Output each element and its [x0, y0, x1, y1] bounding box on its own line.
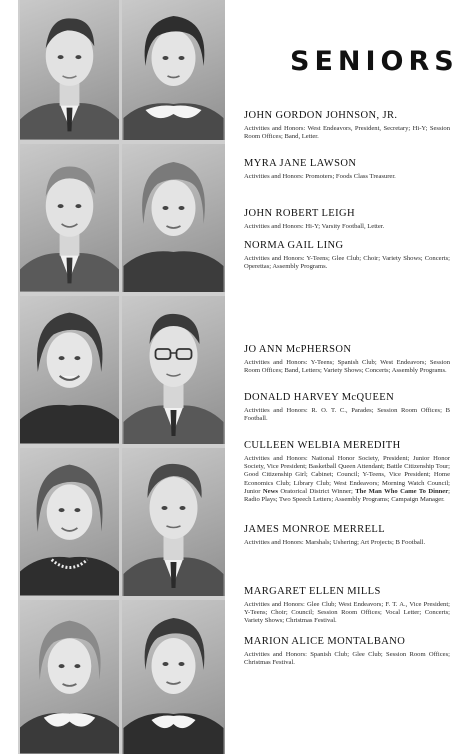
senior-entry	[244, 392, 450, 423]
portrait-girl-white-collar	[20, 600, 119, 754]
senior-entry	[244, 110, 450, 141]
senior-honors: Activities and Honors: R. O. T. C., Parades; Session Room Offices; B Football.	[244, 407, 450, 423]
senior-name: JOHN ROBERT LEIGH	[244, 208, 355, 219]
portrait-boy-glasses	[122, 296, 225, 444]
senior-honors: Activities and Honors: West Endeavors, President, Secretary; Hi-Y; Session Room Offices; Band, Letter.	[244, 125, 450, 141]
senior-name: CULLEEN WELBIA MEREDITH	[244, 440, 401, 451]
senior-honors: Activities and Honors: Promoters; Foods Class Treasurer.	[244, 173, 396, 180]
portrait-boy-suit	[20, 0, 119, 140]
senior-honors: Activities and Honors: Y-Teens; Glee Club; Choir; Variety Shows; Concerts; Operettas; Assembly Programs.	[244, 255, 450, 271]
senior-name: JO ANN McPHERSON	[244, 344, 352, 355]
senior-name: NORMA GAIL LING	[244, 240, 344, 251]
portrait-photo	[122, 144, 225, 292]
senior-name: JAMES MONROE MERRELL	[244, 524, 386, 535]
senior-honors	[244, 455, 450, 504]
honors-text: Oratorical District Winner;	[280, 487, 353, 495]
page-title: SENIORS	[290, 46, 459, 77]
honors-bold-text: The Man Who Came To Dinner	[355, 487, 449, 495]
portrait-girl-dark-sweater	[122, 144, 225, 292]
senior-entry	[244, 240, 450, 271]
portrait-photo	[122, 296, 225, 444]
senior-entry	[244, 208, 450, 231]
portrait-boy-suit	[20, 144, 119, 292]
senior-name: DONALD HARVEY McQUEEN	[244, 392, 395, 403]
honors-bold-text: News	[262, 487, 278, 495]
portrait-photo-grid	[18, 0, 225, 754]
senior-honors: Activities and Honors: Glee Club; West Endeavors; F. T. A., Vice President; Y-Teens; Choir; Council; Session Room Offices; Vocal Letter; Concerts; Variety Shows; Christmas Festival.	[244, 601, 450, 625]
senior-name: MARION ALICE MONTALBANO	[244, 636, 406, 647]
portrait-photo	[20, 144, 119, 292]
senior-honors: Activities and Honors: Hi-Y; Varsity Football, Letter.	[244, 223, 385, 230]
senior-name: MYRA JANE LAWSON	[244, 158, 357, 169]
portrait-girl-white-collar	[122, 600, 225, 754]
senior-entry	[244, 440, 450, 504]
senior-name: MARGARET ELLEN MILLS	[244, 586, 381, 597]
senior-honors: Activities and Honors: Y-Teens; Spanish Club; West Endeavors; Session Room Offices; Band, Letters; Variety Shows; Concerts; Assembly Programs.	[244, 359, 450, 375]
senior-name: JOHN GORDON JOHNSON, JR.	[244, 110, 398, 121]
senior-entry	[244, 524, 450, 547]
portrait-photo	[122, 448, 225, 596]
portrait-photo	[20, 296, 119, 444]
senior-entry	[244, 636, 450, 667]
portrait-girl-dark-top	[20, 296, 119, 444]
portrait-photo	[20, 0, 119, 140]
portrait-photo	[122, 0, 225, 140]
honors-text: ; Radio Plays; Two Speech Letters; Assembly Programs; Campaign Manager.	[244, 487, 450, 504]
portrait-boy-suit	[122, 448, 225, 596]
senior-honors: Activities and Honors: Marshals; Ushering; Art Projects; B Football.	[244, 539, 426, 546]
senior-entry	[244, 586, 450, 626]
portrait-photo	[20, 448, 119, 596]
senior-entry	[244, 158, 450, 181]
senior-honors: Activities and Honors: Spanish Club; Glee Club; Session Room Offices; Christmas Festival.	[244, 651, 450, 667]
portrait-girl-necklace	[20, 448, 119, 596]
portrait-photo	[20, 600, 119, 754]
portrait-girl-white-collar	[122, 0, 225, 140]
honors-text: Activities and Honors: National Honor Society, President; Junior Honor Society, Vice President; Basketball Queen Attendant; Battle Citizenship Tour; Good Citizenship Girl; Cabinet; Council; Y-Teens, Vice President; Home Economics Club; Library Club; West Endeavors; Morning Watch Council; Junior	[244, 455, 450, 495]
portrait-photo	[122, 600, 225, 754]
senior-entry	[244, 344, 450, 375]
